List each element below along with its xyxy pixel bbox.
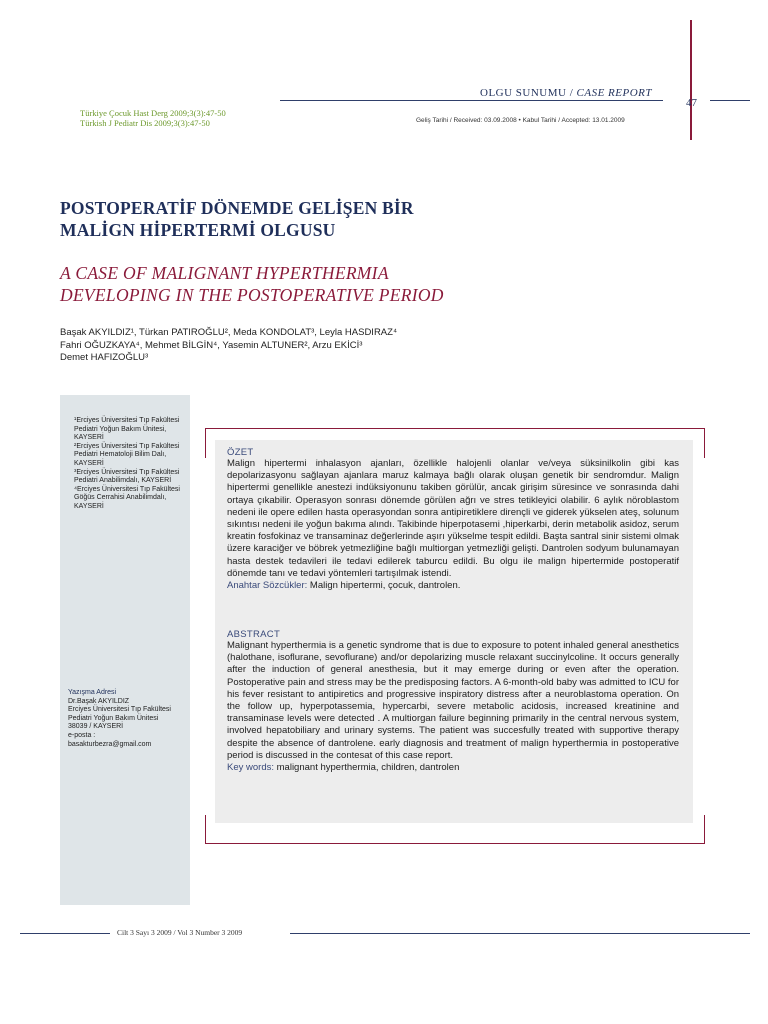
abstract-frame-bottom-right	[704, 815, 705, 844]
affiliation-list	[74, 417, 182, 512]
section-label-tr: OLGU SUNUMU /	[480, 87, 577, 99]
abstract-frame-bottom	[205, 843, 705, 844]
abstract-keywords	[227, 762, 679, 774]
title-english	[60, 262, 444, 306]
abstract-frame-left	[205, 428, 206, 458]
abstract-frame-right	[704, 428, 705, 458]
header-vertical-rule	[690, 20, 692, 140]
footer-rule-left	[20, 933, 110, 934]
abstract-keywords-value: malignant hyperthermia, children, dantrolen	[274, 762, 460, 774]
correspondence-title: Yazışma Adresi	[68, 689, 117, 696]
correspondence-address	[68, 689, 186, 749]
ozet-keywords	[227, 580, 679, 592]
abstract-body: Malignant hyperthermia is a genetic syndrome that is due to exposure to potent inhaled general anesthetics (halothane, isoflurane, sevoflurane) and/or depolarizing muscle relaxant succinylcoline. It occurs generally after the induction of general anesthesia, but it may emerge during or even after the operation. Postoperative pain and stress may be the predisposing factors. A 6-month-old baby was admitted to ICU for his fever resistant to antipiretics and progressive inspiratory distress after a neuroblastoma operation. On the follow up, hyperpotassemia, hypercarbi, severe metabolic acidosis, increased kreatinine and transaminase levels were detected . A multiorgan failure beginning primarily in the central nervous system, involved hepatobiliary and urinary systems. The patient was succesfully treated with supportive therapy despite the absence of dantrolene. early diagnosis and treatment of malign hyperthermia in postoperative period is discussed in the contesat of this case report.	[227, 640, 679, 761]
title-turkish-line1: POSTOPERATİF DÖNEMDE GELİŞEN BİR	[60, 198, 414, 218]
abstract-section	[227, 629, 679, 774]
correspondence-name: Dr.Başak AKYILDIZ	[68, 697, 130, 705]
ozet-keywords-value: Malign hipertermi, çocuk, dantrolen.	[307, 580, 461, 592]
ozet-heading: ÖZET	[227, 447, 254, 458]
affiliation-4: ⁴Erciyes Üniversitesi Tıp Fakültesi Göğüs Cerrahisi Anabilimdalı, KAYSERİ	[74, 485, 180, 510]
authors-line2: Fahri OĞUZKAYA⁴, Mehmet BİLGİN⁴, Yasemin ALTUNER², Arzu EKİCİ³	[60, 339, 363, 351]
correspondence-address1: Erciyes Üniversitesi Tıp Fakültesi	[68, 706, 171, 714]
section-label-en: CASE REPORT	[576, 87, 652, 99]
journal-citation	[80, 108, 226, 128]
affiliations-sidebar	[60, 395, 190, 905]
authors-line1: Başak AKYILDIZ¹, Türkan PATIROĞLU², Meda KONDOLAT³, Leyla HASDIRAZ⁴	[60, 327, 398, 338]
ozet-section	[227, 447, 679, 592]
affiliation-3: ³Erciyes Üniversitesi Tıp Fakültesi Pediatri Anabilimdalı, KAYSERİ	[74, 468, 180, 485]
ozet-keywords-label: Anahtar Sözcükler:	[227, 580, 308, 592]
footer-rule-right	[290, 933, 750, 934]
received-accepted-dates: Geliş Tarihi / Received: 03.09.2008 • Kabul Tarihi / Accepted: 13.01.2009	[416, 117, 625, 124]
title-turkish	[60, 197, 414, 241]
section-label	[480, 87, 652, 99]
footer-volume: Cilt 3 Sayı 3 2009 / Vol 3 Number 3 2009	[117, 928, 243, 937]
authors-line3: Demet HAFIZOĞLU³	[60, 352, 149, 363]
page-number: 47	[686, 97, 697, 109]
correspondence-address2: Pediatri Yoğun Bakım Ünitesi	[68, 714, 159, 722]
abstract-box	[215, 440, 693, 823]
abstract-heading: ABSTRACT	[227, 629, 281, 640]
header-rule-left	[280, 100, 663, 101]
ozet-body: Malign hipertermi inhalasyon ajanları, özellikle halojenli olanlar ve/veya süksinilkolin gibi kas depolarizasyonu sağlayan ajanlara maruz kalmaya bağlı olarak oluşan genetik bir sendromdur. Malign hipertermi genellikle anestezi indüksiyonunu takiben görülür, ancak girişim süresince ve sonrasında dahi ortaya çıkabilir. Operasyon sonrası dönemde görülen ağrı ve stres tetikleyici olabilir. 6 aylık nöroblastom nedeni ile opere edilen hasta operasyondan sonra antipiretiklere dirençli ve giderek yükselen ateş, solunum sıkıntısı nedeni ile yoğun bakıma alındı. Takibinde hiperpotasemi ,hiperkarbi, derin metabolik asidoz, serum kreatin fosfokinaz ve transaminaz değerlerinde aşırı yükselme tespit edildi. Başta santral sinir sistemi olmak üzere karaciğer ve böbrek yetmezliğine bağlı multiorgan yetmezliği gelişti. Dantrolen sodyum bulunamayan hasta destek tedavileri ile tedavi edilerek taburcu edildi. Bu olgu ile malign hipertermide postoperatif dönemde tanı ve tedavi yöntemleri tartışılmak istendi.	[227, 458, 679, 579]
header-rule-right	[710, 100, 750, 101]
title-english-line2: DEVELOPING IN THE POSTOPERATIVE PERIOD	[60, 285, 444, 305]
affiliation-1: ¹Erciyes Üniversitesi Tıp Fakültesi Pediatri Yoğun Bakım Ünitesi, KAYSERİ	[74, 417, 180, 442]
abstract-frame-bottom-left	[205, 815, 206, 844]
abstract-frame-top	[205, 428, 705, 429]
affiliation-2: ²Erciyes Üniversitesi Tıp Fakültesi Pediatri Hematoloji Bilim Dalı, KAYSERİ	[74, 442, 180, 467]
journal-citation-tr: Türkiye Çocuk Hast Derg 2009;3(3):47-50	[80, 108, 226, 118]
title-turkish-line2: MALİGN HİPERTERMİ OLGUSU	[60, 220, 336, 240]
correspondence-address3: 38039 / KAYSERİ	[68, 723, 124, 731]
correspondence-email: basakturbezra@gmail.com	[68, 740, 152, 748]
author-list	[60, 327, 397, 365]
abstract-keywords-label: Key words:	[227, 762, 274, 774]
title-english-line1: A CASE OF MALIGNANT HYPERTHERMIA	[60, 263, 389, 283]
journal-citation-en: Türkish J Pediatr Dis 2009;3(3):47-50	[80, 118, 210, 128]
correspondence-email-label: e-posta :	[68, 731, 96, 739]
